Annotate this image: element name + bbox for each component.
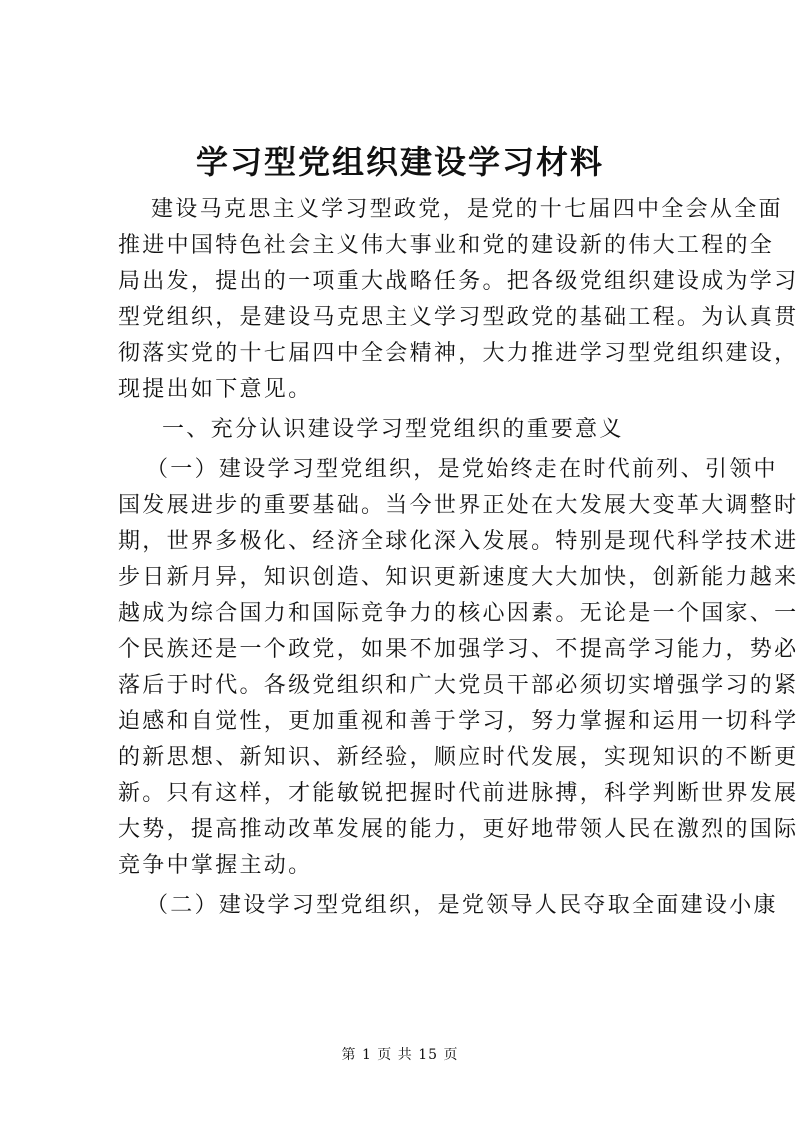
paragraph-line: （一）建设学习型党组织，是党始终走在时代前列、引领中 <box>146 457 778 482</box>
paragraph-line: 的新思想、新知识、新经验，顺应时代发展，实现知识的不断更 <box>118 745 799 770</box>
paragraph-line: 步日新月异，知识创造、知识更新速度大大加快，创新能力越来 <box>118 565 799 590</box>
paragraph-line: 局出发，提出的一项重大战略任务。把各级党组织建设成为学习 <box>118 269 799 294</box>
paragraph-line: 竞争中掌握主动。 <box>118 853 313 878</box>
paragraph-line: 落后于时代。各级党组织和广大党员干部必须切实增强学习的紧 <box>118 673 799 698</box>
paragraph-line: 建设马克思主义学习型政党，是党的十七届四中全会从全面 <box>151 197 783 222</box>
paragraph-line: 迫感和自觉性，更加重视和善于学习，努力掌握和运用一切科学 <box>118 709 799 734</box>
paragraph-line: 新。只有这样，才能敏锐把握时代前进脉搏，科学判断世界发展 <box>118 781 799 806</box>
paragraph-line: 越成为综合国力和国际竞争力的核心因素。无论是一个国家、一 <box>118 601 799 626</box>
paragraph-line: （二）建设学习型党组织，是党领导人民夺取全面建设小康 <box>146 893 778 918</box>
paragraph-line: 个民族还是一个政党，如果不加强学习、不提高学习能力，势必 <box>118 637 799 662</box>
page-footer: 第 1 页 共 15 页 <box>341 1047 459 1063</box>
paragraph-line: 期，世界多极化、经济全球化深入发展。特别是现代科学技术进 <box>118 529 799 554</box>
paragraph-line: 现提出如下意见。 <box>118 377 313 402</box>
paragraph-line: 国发展进步的重要基础。当今世界正处在大发展大变革大调整时 <box>118 493 799 518</box>
section-heading: 一、充分认识建设学习型党组织的重要意义 <box>162 417 624 442</box>
document-body <box>118 192 799 924</box>
paragraph-line: 型党组织，是建设马克思主义学习型政党的基础工程。为认真贯 <box>118 305 799 330</box>
document-title: 学习型党组织建设学习材料 <box>195 143 604 181</box>
paragraph-line: 彻落实党的十七届四中全会精神，大力推进学习型党组织建设， <box>118 341 799 366</box>
paragraph-line: 推进中国特色社会主义伟大事业和党的建设新的伟大工程的全 <box>118 233 775 258</box>
paragraph-line: 大势，提高推动改革发展的能力，更好地带领人民在激烈的国际 <box>118 817 799 842</box>
